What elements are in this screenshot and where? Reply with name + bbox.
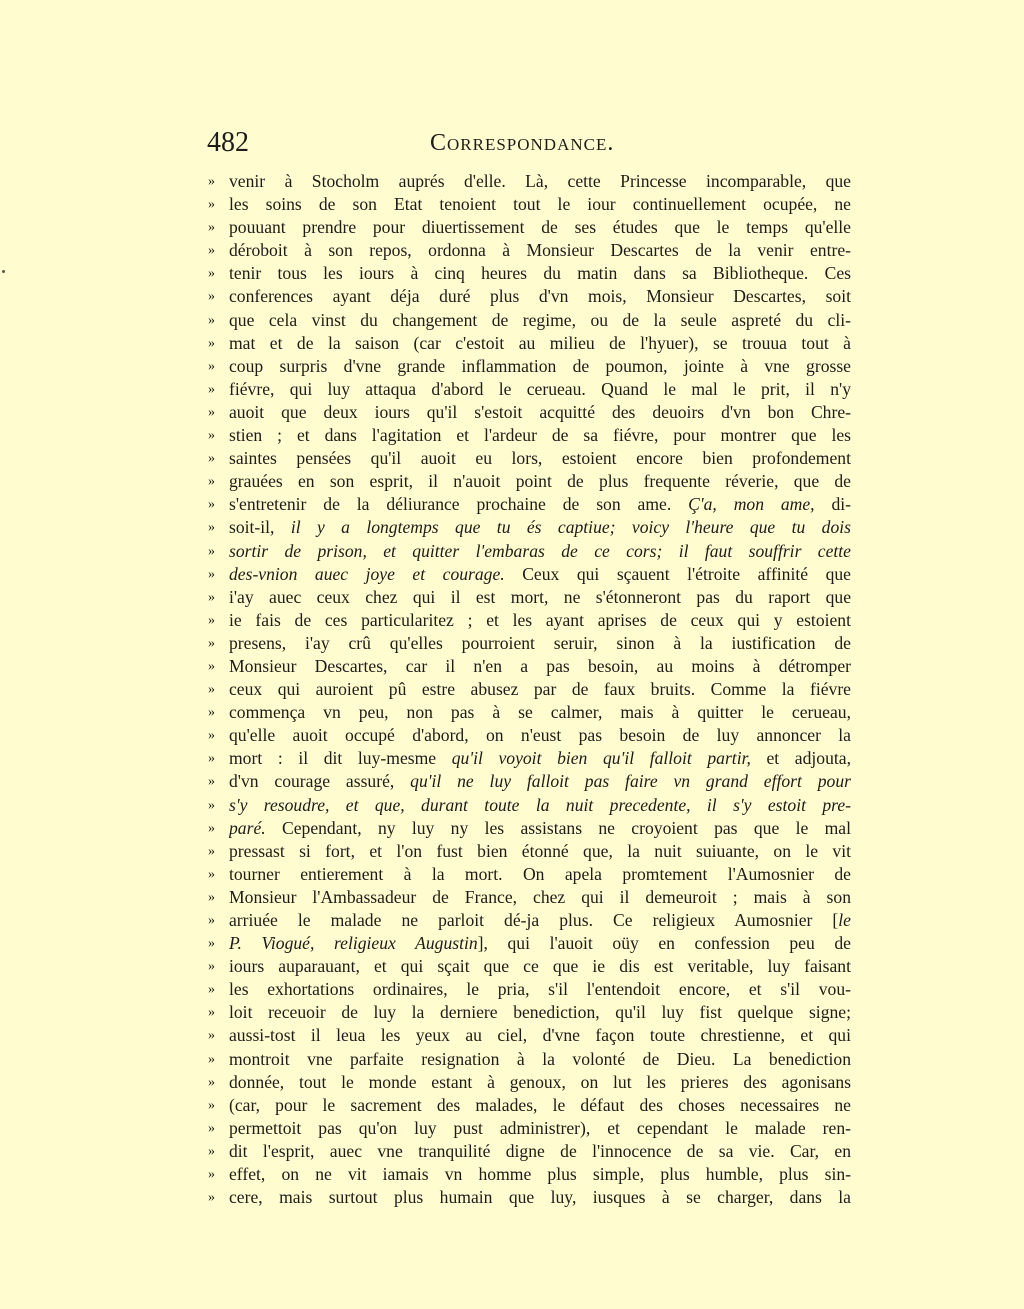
text-line — [200, 632, 860, 655]
quote-mark: » — [208, 1051, 215, 1067]
quote-mark: » — [208, 451, 215, 467]
text-line — [200, 886, 860, 909]
quote-mark: » — [208, 197, 215, 213]
text-line — [200, 978, 860, 1001]
quote-mark: » — [208, 520, 215, 536]
quote-mark: » — [208, 358, 215, 374]
line-text — [229, 655, 851, 678]
line-text — [229, 840, 851, 863]
italic-segment: s'y resoudre, et que, durant toute la nuit precedente, il s'y estoit pre- — [229, 794, 851, 815]
quote-mark: » — [208, 936, 215, 952]
line-text — [229, 193, 851, 216]
line-text — [229, 262, 851, 285]
text-segment: (car, pour le sacrement des malades, le défaut des choses necessaires ne — [229, 1094, 851, 1115]
text-line — [200, 262, 860, 285]
text-segment: venir à Stocholm auprés d'elle. Là, cette Princesse incomparable, que — [229, 171, 851, 191]
line-text — [229, 1001, 851, 1024]
text-segment: loit receuoir de luy la derniere benediction, qu'il luy fist quelque signe; — [229, 1002, 851, 1023]
quote-mark: » — [208, 1190, 215, 1206]
text-line — [200, 285, 860, 308]
text-line — [200, 840, 860, 863]
text-segment: donnée, tout le monde estant à genoux, on lut les prieres des agonisans — [229, 1071, 851, 1092]
line-text — [229, 516, 851, 539]
text-line — [200, 401, 860, 424]
text-segment: stien ; et dans l'agitation et l'ardeur de sa fiévre, pour montrer que les — [229, 425, 851, 446]
line-text — [229, 447, 851, 470]
line-text — [229, 955, 851, 978]
text-segment: tourner entierement à la mort. On apela promtement l'Aumosnier de — [229, 863, 851, 884]
text-segment: arriuée le malade ne parloit dé-ja plus. Ce religieux Aumosnier [ — [229, 910, 839, 930]
text-segment: montroit vne parfaite resignation à la volonté de Dieu. La benediction — [229, 1048, 851, 1069]
italic-segment: des-vnion auec joye et courage. — [229, 563, 505, 584]
quote-mark: » — [208, 312, 215, 328]
line-text — [229, 747, 851, 770]
text-segment: saintes pensées qu'il auoit eu lors, estoient encore bien profondement — [229, 448, 851, 469]
text-line — [200, 470, 860, 493]
line-text — [229, 886, 851, 909]
italic-segment: sortir de prison, et quitter l'embaras de ce cors; il faut souffrir cette — [229, 540, 851, 561]
text-line — [200, 794, 860, 817]
text-line — [200, 1163, 860, 1186]
line-text — [229, 724, 851, 747]
quote-mark: » — [208, 866, 215, 882]
body-text — [200, 170, 860, 1209]
text-segment: déroboit à son repos, ordonna à Monsieur Descartes de la venir entre- — [229, 240, 851, 261]
text-line — [200, 863, 860, 886]
italic-segment: qu'il voyoit bien qu'il falloit partir, — [451, 748, 751, 769]
quote-mark: » — [208, 982, 215, 998]
text-segment: tenir tous les iours à cinq heures du matin dans sa Bibliotheque. Ces — [229, 263, 851, 284]
line-text — [229, 794, 851, 817]
line-text — [229, 493, 851, 516]
line-text — [229, 678, 851, 701]
quote-mark: » — [208, 751, 215, 767]
stray-ink-mark — [2, 270, 5, 273]
text-segment: et adjouta, — [750, 748, 851, 769]
line-text — [229, 540, 851, 563]
text-line — [200, 355, 860, 378]
line-text — [229, 1117, 851, 1140]
quote-mark: » — [208, 404, 215, 420]
text-segment: d'vn courage assuré, — [229, 771, 411, 792]
quote-mark: » — [208, 174, 215, 189]
text-segment: Monsieur l'Ambassadeur de France, chez qui il demeuroit ; mais à son — [229, 886, 851, 907]
text-segment: permettoit pas qu'on luy pust administrer), et cependant le malade ren- — [229, 1117, 851, 1138]
quote-mark: » — [208, 959, 215, 975]
page-header — [207, 126, 627, 160]
quote-mark: » — [208, 335, 215, 351]
line-text — [229, 863, 851, 886]
running-head: Correspondance. — [430, 130, 615, 156]
text-segment: conferences ayant déja duré plus d'vn mois, Monsieur Descartes, soit — [229, 286, 851, 307]
text-segment: dit l'esprit, auec vne tranquilité digne de l'innocence de sa vie. Car, en — [229, 1140, 851, 1161]
line-text — [229, 817, 851, 840]
text-line — [200, 955, 860, 978]
text-line — [200, 193, 860, 216]
text-segment: auoit que deux iours qu'il s'estoit acquitté des deuoirs d'vn bon Chre- — [229, 401, 851, 422]
line-text — [229, 701, 851, 724]
quote-mark: » — [208, 497, 215, 513]
text-segment: ], qui l'auoit oüy en confession peu de — [477, 933, 851, 954]
line-text — [229, 378, 851, 401]
text-line — [200, 447, 860, 470]
line-text — [229, 932, 851, 955]
quote-mark: » — [208, 774, 215, 790]
quote-mark: » — [208, 1005, 215, 1021]
text-line — [200, 378, 860, 401]
text-segment: Monsieur Descartes, car il n'en a pas besoin, au moins à détromper — [229, 655, 851, 676]
line-text — [229, 1071, 851, 1094]
line-text — [229, 424, 851, 447]
text-segment: coup surpris d'vne grande inflammation de poumon, jointe à vne grosse — [229, 355, 851, 376]
text-segment: Cependant, ny luy ny les assistans ne croyoient pas que le mal — [265, 817, 851, 838]
text-segment: di- — [814, 494, 851, 515]
quote-mark: » — [208, 1143, 215, 1159]
text-segment: que cela vinst du changement de regime, ou de la seule aspreté du cli- — [229, 309, 851, 330]
page-number: 482 — [207, 127, 249, 158]
text-line — [200, 1094, 860, 1117]
line-text — [229, 1094, 851, 1117]
quote-mark: » — [208, 635, 215, 651]
text-line — [200, 1186, 860, 1209]
text-segment: mort : il dit luy-mesme — [229, 748, 452, 769]
italic-segment: Ç'a, mon ame, — [688, 494, 815, 515]
italic-segment: il y a longtemps que tu és captiue; voicy l'heure que tu dois — [290, 517, 851, 538]
text-line — [200, 516, 860, 539]
text-segment: Ceux qui sçauent l'étroite affinité que — [504, 563, 851, 584]
quote-mark: » — [208, 266, 215, 282]
text-segment: aussi-tost il leua les yeux au ciel, d'vne façon toute chrestienne, et qui — [229, 1025, 851, 1046]
line-text — [229, 239, 851, 262]
text-line — [200, 1048, 860, 1071]
text-segment: effet, on ne vit iamais vn homme plus simple, plus humble, plus sin- — [229, 1164, 851, 1185]
line-text — [229, 1186, 851, 1209]
line-text — [229, 770, 851, 793]
line-text — [229, 332, 851, 355]
text-line — [200, 609, 860, 632]
quote-mark: » — [208, 820, 215, 836]
text-segment: ie fais de ces particularitez ; et les ayant aprises de ceux qui y estoient — [229, 609, 851, 630]
text-line — [200, 1024, 860, 1047]
line-text — [229, 563, 851, 586]
italic-segment: qu'il ne luy falloit pas faire vn grand effort pour — [410, 771, 851, 792]
text-line — [200, 817, 860, 840]
italic-segment: P. Viogué, religieux Augustin — [229, 933, 478, 954]
quote-mark: » — [208, 474, 215, 490]
text-line — [200, 701, 860, 724]
quote-mark: » — [208, 658, 215, 674]
text-segment: ceux qui auroient pû estre abusez par de faux bruits. Comme la fiévre — [229, 679, 851, 700]
text-line — [200, 1117, 860, 1140]
line-text — [229, 909, 851, 932]
text-line — [200, 1140, 860, 1163]
quote-mark: » — [208, 428, 215, 444]
text-line — [200, 655, 860, 678]
quote-mark: » — [208, 381, 215, 397]
line-text — [229, 1024, 851, 1047]
text-line — [200, 770, 860, 793]
text-line — [200, 747, 860, 770]
line-text — [229, 470, 851, 493]
text-segment: soit-il, — [229, 517, 291, 538]
quote-mark: » — [208, 289, 215, 305]
text-segment: commença vn peu, non pas à se calmer, mais à quitter le cerueau, — [229, 702, 851, 723]
text-segment: grauées en son esprit, il n'auoit point de plus frequente réverie, que de — [229, 471, 851, 492]
quote-mark: » — [208, 243, 215, 259]
text-line — [200, 424, 860, 447]
text-line — [200, 216, 860, 239]
text-line — [200, 586, 860, 609]
text-line — [200, 309, 860, 332]
line-text — [229, 309, 851, 332]
text-line — [200, 493, 860, 516]
text-segment: fiévre, qui luy attaqua d'abord le cerueau. Quand le mal le prit, il n'y — [229, 378, 851, 399]
text-line — [200, 678, 860, 701]
quote-mark: » — [208, 843, 215, 859]
text-line — [200, 170, 860, 193]
line-text — [229, 978, 851, 1001]
quote-mark: » — [208, 220, 215, 236]
text-line — [200, 332, 860, 355]
italic-segment: paré. — [229, 817, 266, 838]
text-segment: i'ay auec ceux chez qui il est mort, ne s'étonneront pas du raport que — [229, 586, 851, 607]
text-line — [200, 540, 860, 563]
quote-mark: » — [208, 797, 215, 813]
text-line — [200, 1001, 860, 1024]
quote-mark: » — [208, 705, 215, 721]
text-line — [200, 909, 860, 932]
quote-mark: » — [208, 728, 215, 744]
line-text — [229, 1048, 851, 1071]
line-text — [229, 216, 851, 239]
text-segment: cere, mais surtout plus humain que luy, iusques à se charger, dans la — [229, 1187, 851, 1208]
text-segment: les exhortations ordinaires, le pria, s'il l'entendoit encore, et s'il vou- — [229, 979, 851, 1000]
line-text — [229, 586, 851, 609]
text-segment: presens, i'ay crû qu'elles pourroient seruir, sinon à la iustification de — [229, 632, 851, 653]
line-text — [229, 401, 851, 424]
line-text — [229, 609, 851, 632]
quote-mark: » — [208, 1097, 215, 1113]
text-segment: s'entretenir de la déliurance prochaine de son ame. — [229, 494, 689, 515]
text-segment: qu'elle auoit occupé d'abord, on n'eust pas besoin de luy annoncer la — [229, 725, 851, 746]
text-segment: les soins de son Etat tenoient tout le iour continuellement ocupée, ne — [229, 194, 851, 215]
quote-mark: » — [208, 1028, 215, 1044]
text-segment: pressast si fort, et l'on fust bien étonné que, la nuit suiuante, on le vit — [229, 840, 851, 861]
line-text — [229, 355, 851, 378]
text-line — [200, 724, 860, 747]
quote-mark: » — [208, 1074, 215, 1090]
text-line — [200, 563, 860, 586]
text-line — [200, 239, 860, 262]
quote-mark: » — [208, 566, 215, 582]
line-text — [229, 170, 851, 193]
quote-mark: » — [208, 1167, 215, 1183]
line-text — [229, 1163, 851, 1186]
italic-segment: le — [838, 910, 851, 930]
line-text — [229, 1140, 851, 1163]
quote-mark: » — [208, 589, 215, 605]
text-segment: mat et de la saison (car c'estoit au milieu de l'hyuer), se trouua tout à — [229, 332, 851, 353]
line-text — [229, 285, 851, 308]
text-line — [200, 1071, 860, 1094]
quote-mark: » — [208, 1120, 215, 1136]
quote-mark: » — [208, 612, 215, 628]
text-segment: iours auparauant, et qui sçait que ce que ie dis est veritable, luy faisant — [229, 956, 851, 977]
quote-mark: » — [208, 889, 215, 905]
quote-mark: » — [208, 543, 215, 559]
line-text — [229, 632, 851, 655]
text-segment: pouuant prendre pour diuertissement de ses études que le temps qu'elle — [229, 217, 851, 238]
text-line — [200, 932, 860, 955]
quote-mark: » — [208, 682, 215, 698]
quote-mark: » — [208, 913, 215, 928]
